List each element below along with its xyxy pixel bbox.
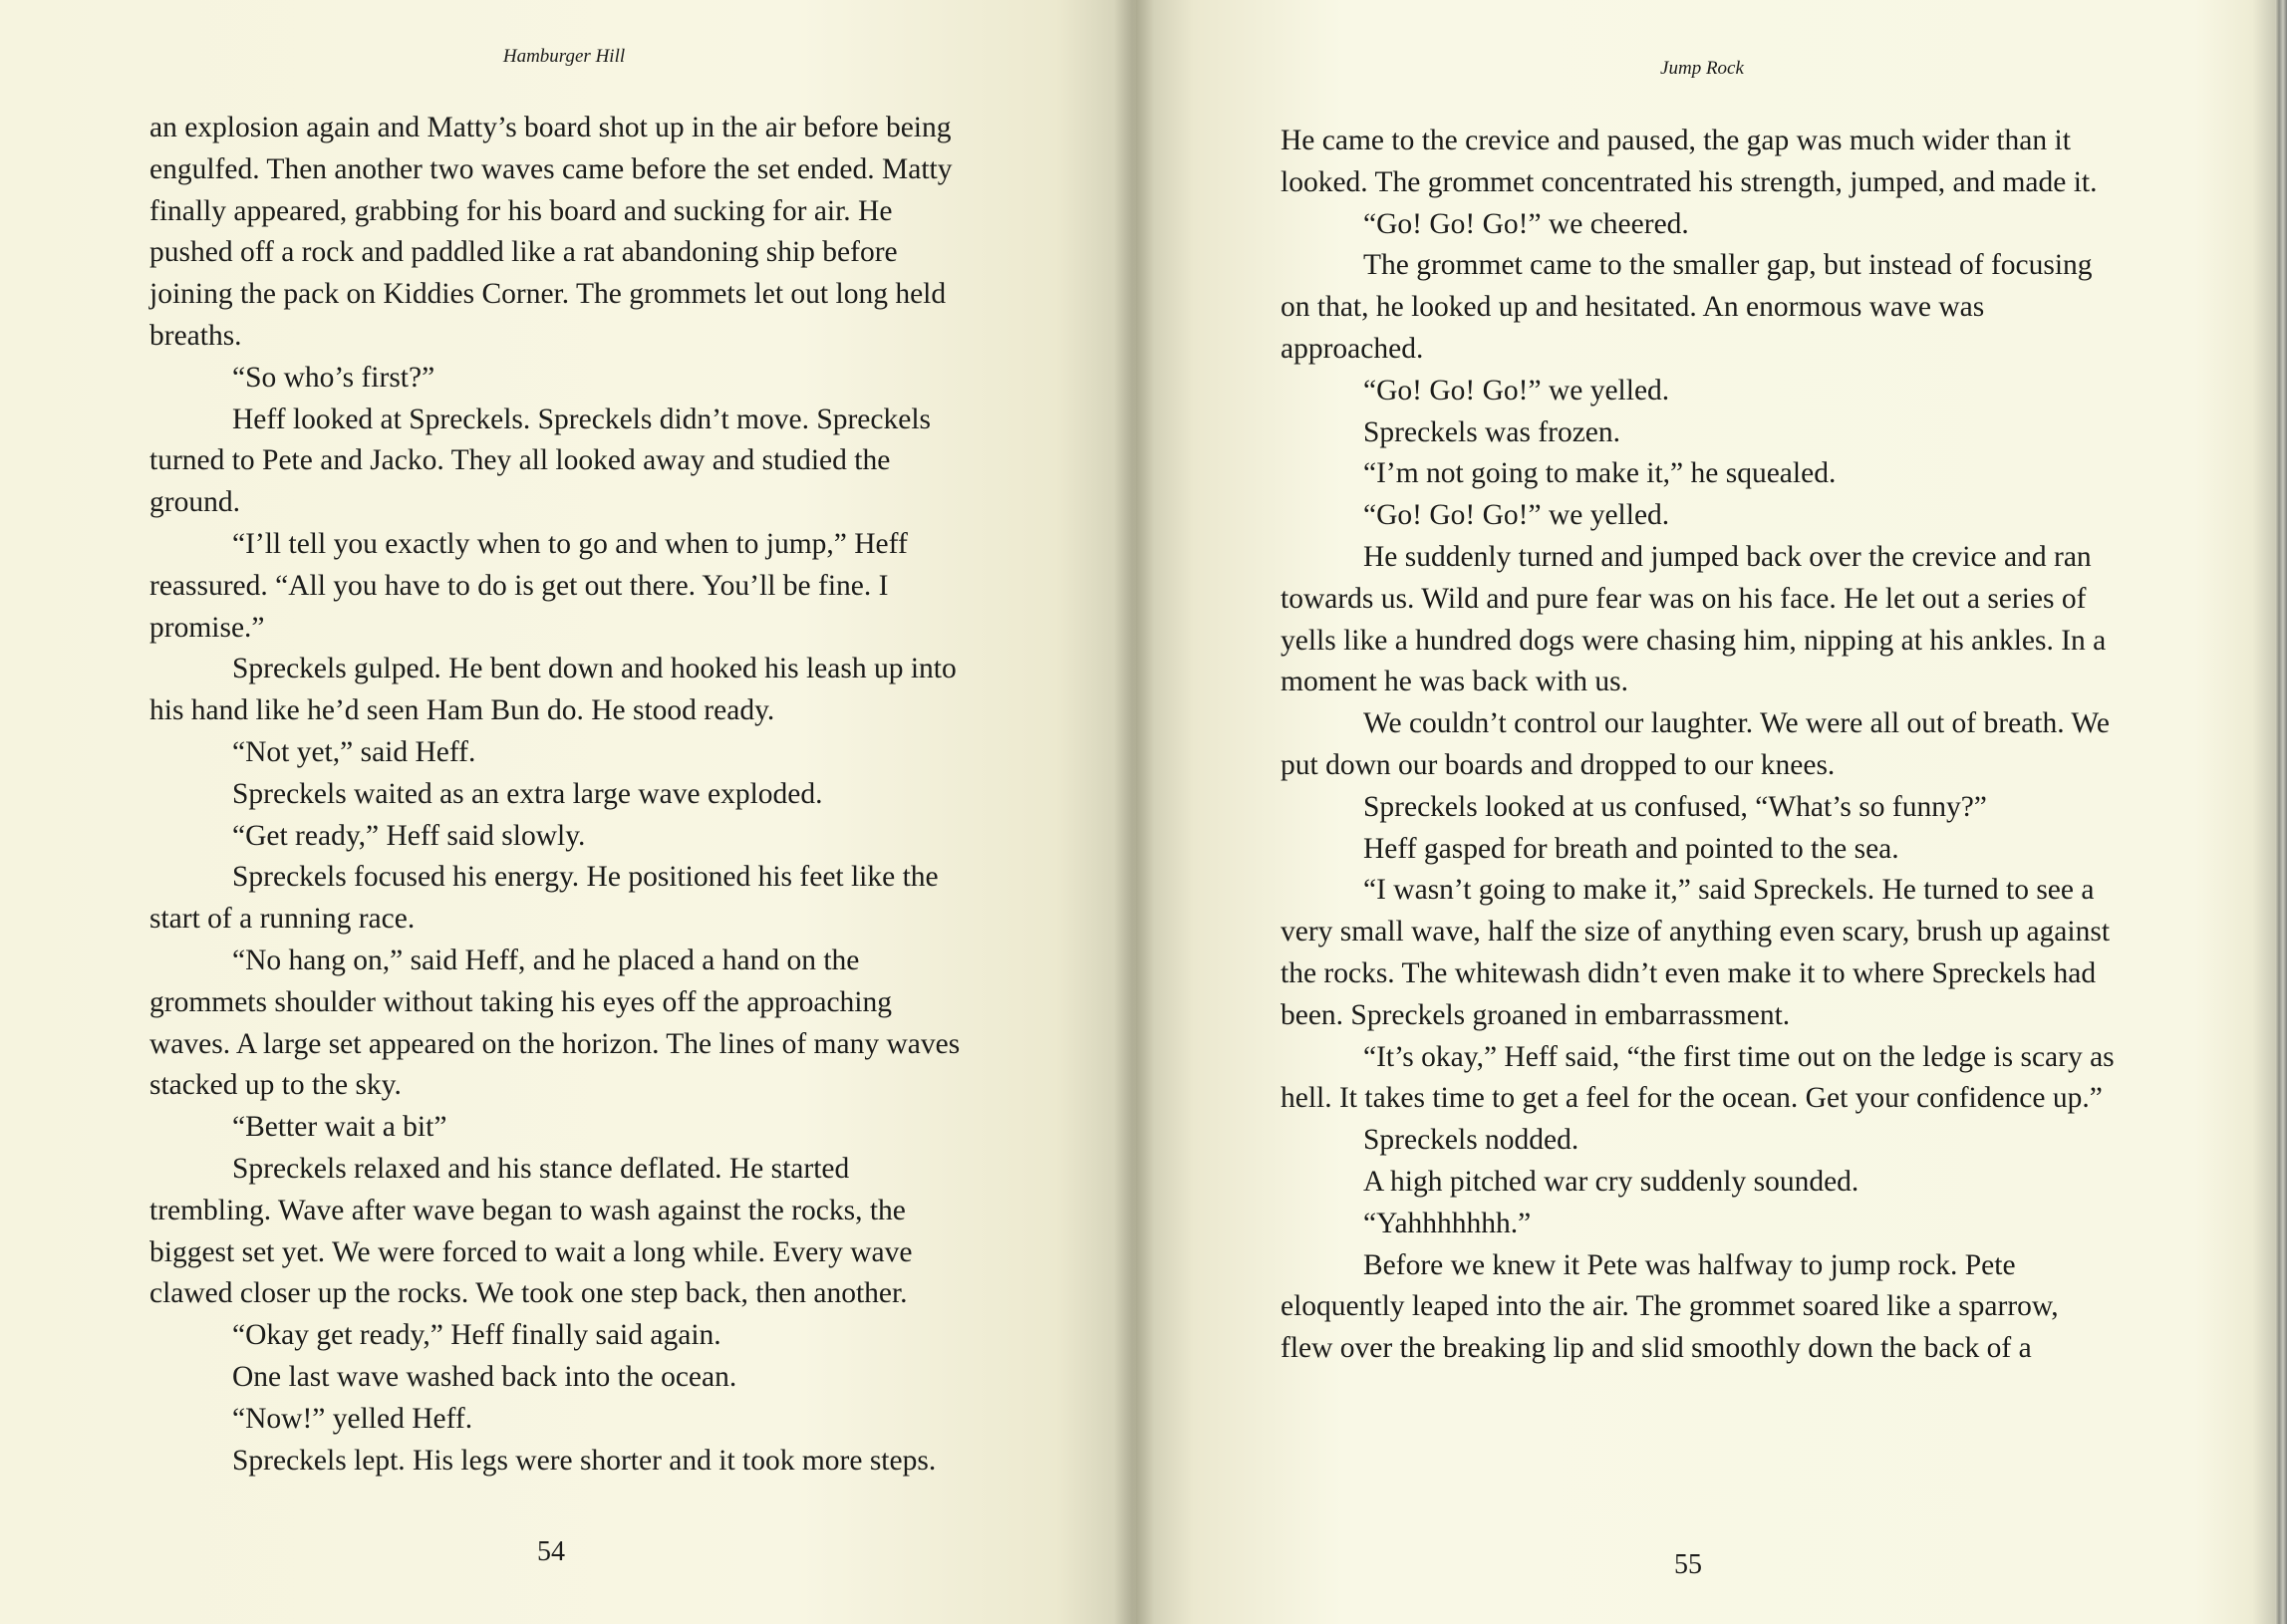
paragraph: A high pitched war cry suddenly sounded. xyxy=(1363,1165,1859,1198)
paragraph: One last wave washed back into the ocean. xyxy=(232,1360,737,1393)
paragraph: “Okay get ready,” Heff finally said again. xyxy=(232,1319,721,1352)
paragraph: an explosion again and Matty’s board shot up in the air before being engulfed. Then another two waves came before the set ended. Matty finally appeared, grabbing for his board and sucking for air. He pushed off a rock and paddled like a rat abandoning ship before joining the pack on Kiddies Corner. The grommets let out long held breaths. xyxy=(149,112,953,352)
paragraph: “I wasn’t going to make it,” said Spreckels. He turned to see a very small wave, half the size of anything even scary, brush up against the rocks. The whitewash didn’t even make it to where Spreckels had been. Spreckels groaned in embarrassment. xyxy=(1281,874,2111,1031)
left-page xyxy=(0,0,1136,1624)
paragraph: Spreckels relaxed and his stance deflated. He started trembling. Wave after wave began to wash against the rocks, the biggest set yet. We were forced to wait a long while. Every wave clawed closer up the rocks. We took one step back, then another. xyxy=(149,1152,913,1310)
paragraph: Spreckels nodded. xyxy=(1363,1124,1579,1157)
paragraph: Spreckels gulped. He bent down and hooked his leash up into his hand like he’d seen Ham Bun do. He stood ready. xyxy=(149,653,957,727)
paragraph: Heff gasped for breath and pointed to the sea. xyxy=(1363,832,1899,865)
right-page xyxy=(1136,0,2287,1624)
paragraph: “Get ready,” Heff said slowly. xyxy=(232,819,586,852)
left-page-body xyxy=(149,108,977,1482)
paragraph: Before we knew it Pete was halfway to jump rock. Pete eloquently leaped into the air. The grommet soared like a sparrow, flew over the breaking lip and slid smoothly down the back of a xyxy=(1281,1248,2059,1365)
paragraph: “Go! Go! Go!” we cheered. xyxy=(1363,207,1689,240)
paragraph: “I’ll tell you exactly when to go and when to jump,” Heff reassured. “All you have to do is get out there. You’ll be fine. I promise.” xyxy=(149,527,908,644)
paragraph: Spreckels was frozen. xyxy=(1363,415,1621,448)
paragraph: He suddenly turned and jumped back over the crevice and ran towards us. Wild and pure fear was on his face. He let out a series of yells like a hundred dogs were chasing him, nipping at his ankles. In a moment he was back with us. xyxy=(1281,540,2107,698)
book-edge xyxy=(2275,0,2287,1624)
right-page-body xyxy=(1281,121,2118,1370)
paragraph: Spreckels focused his energy. He positioned his feet like the start of a running race. xyxy=(149,861,939,936)
paragraph: “Now!” yelled Heff. xyxy=(232,1402,473,1435)
running-head-left: Hamburger Hill xyxy=(502,46,626,67)
paragraph: “Yahhhhhhh.” xyxy=(1363,1207,1532,1239)
paragraph: Spreckels waited as an extra large wave exploded. xyxy=(232,777,823,810)
paragraph: “It’s okay,” Heff said, “the first time out on the ledge is scary as hell. It takes time to get a feel for the ocean. Get your confidence up.” xyxy=(1281,1040,2115,1115)
paragraph: “Better wait a bit” xyxy=(232,1111,447,1144)
page-number-left: 54 xyxy=(537,1536,565,1567)
paragraph: The grommet came to the smaller gap, but instead of focusing on that, he looked up and hesitated. An enormous wave was approached. xyxy=(1281,249,2093,365)
paragraph: “I’m not going to make it,” he squealed. xyxy=(1363,457,1837,490)
paragraph: We couldn’t control our laughter. We were all out of breath. We put down our boards and dropped to our knees. xyxy=(1281,707,2110,781)
paragraph: “Go! Go! Go!” we yelled. xyxy=(1363,374,1670,406)
running-head-right: Jump Rock xyxy=(1660,58,1744,79)
paragraph: “So who’s first?” xyxy=(232,361,435,394)
paragraph: “Go! Go! Go!” we yelled. xyxy=(1363,499,1670,532)
paragraph: Spreckels looked at us confused, “What’s so funny?” xyxy=(1363,790,1987,823)
page-number-right: 55 xyxy=(1674,1549,1702,1580)
paragraph: Spreckels lept. His legs were shorter and it took more steps. xyxy=(232,1444,937,1477)
book-gutter xyxy=(1114,0,1154,1624)
paragraph: “Not yet,” said Heff. xyxy=(232,735,476,768)
paragraph: He came to the crevice and paused, the gap was much wider than it looked. The grommet concentrated his strength, jumped, and made it. xyxy=(1281,125,2098,198)
paragraph: Heff looked at Spreckels. Spreckels didn’t move. Spreckels turned to Pete and Jacko. They all looked away and studied the ground. xyxy=(149,403,931,519)
paragraph: “No hang on,” said Heff, and he placed a hand on the grommets shoulder without taking his eyes off the approaching waves. A large set appeared on the horizon. The lines of many waves stacked up to the sky. xyxy=(149,944,961,1102)
